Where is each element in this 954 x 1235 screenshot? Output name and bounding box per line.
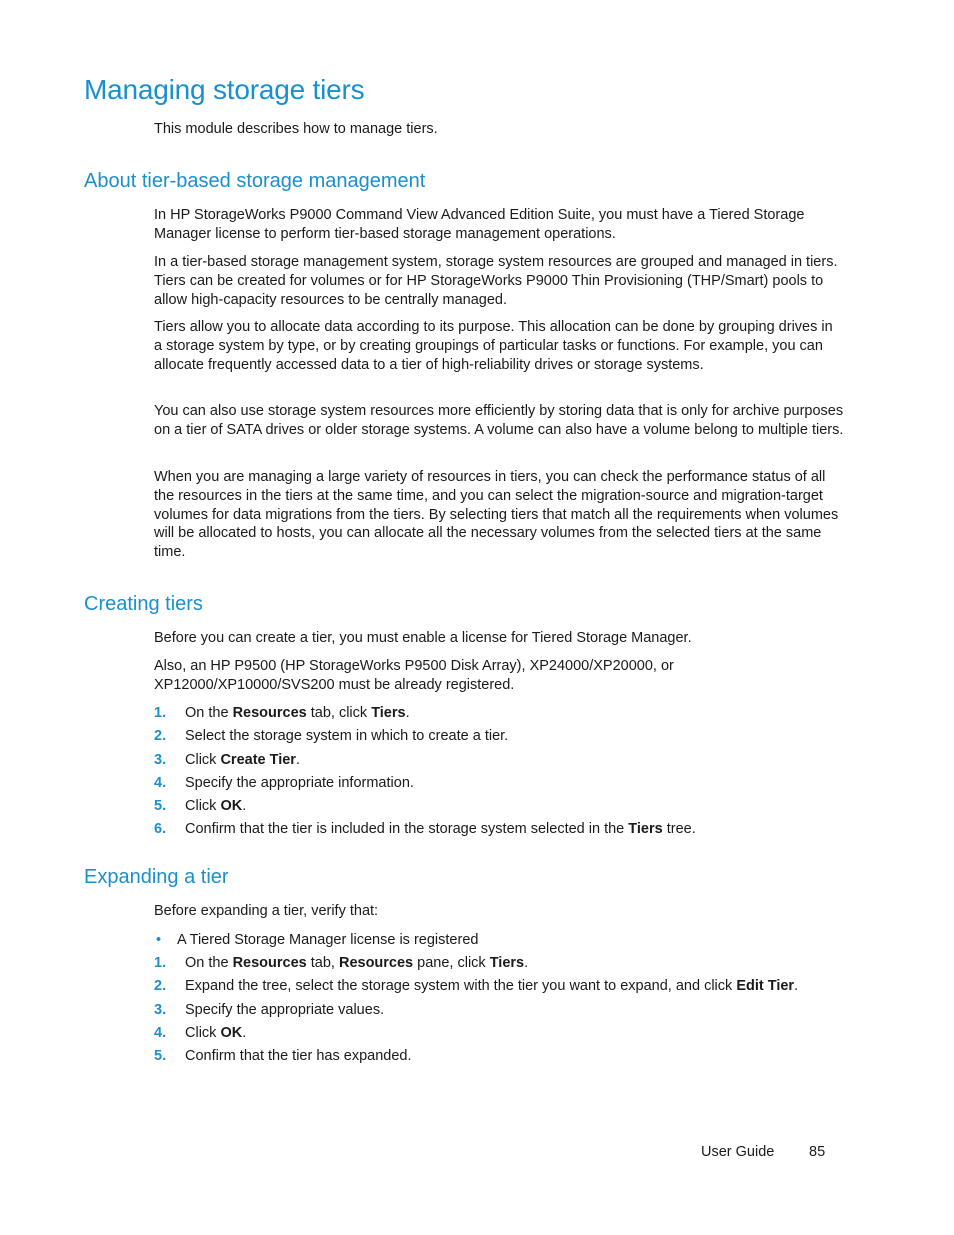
creating-paragraph-2-line-1: Also, an HP P9500 (HP StorageWorks P9500 Disk Array), XP24000/XP20000, or <box>154 658 674 674</box>
about-paragraph-1: In HP StorageWorks P9000 Command View Advanced Edition Suite, you must have a Tiered Storage Manager license to perform tier-based storage management operations. <box>154 207 805 242</box>
step-ui-term: Tiers <box>489 955 525 971</box>
step-text: . <box>524 955 529 971</box>
expanding-paragraph-1: Before expanding a tier, verify that: <box>154 903 379 919</box>
step-text: . <box>242 1024 247 1041</box>
section-heading-about: About tier-based storage management <box>84 170 426 192</box>
creating-paragraph-2 <box>154 657 844 695</box>
about-paragraph-2: In a tier-based storage management system, storage system resources are grouped and managed in tiers. Tiers can be created for volumes or for HP StorageWorks P9000 Thin Provisioning (THP/Smart) pools to allow high-capacity resources to be centrally managed. <box>154 254 838 308</box>
step-ui-term: Resources <box>338 955 414 971</box>
step-text: pane, click <box>413 955 490 971</box>
about-paragraph-3: Tiers allow you to allocate data according to its purpose. This allocation can be done by grouping drives in a storage system by type, or by creating groupings of particular tasks or functions. For example, you can allocate frequently accessed data to a tier of high-reliability drives or storage systems. <box>154 319 833 373</box>
list-item <box>154 797 696 820</box>
list-item <box>154 820 696 843</box>
list-item <box>154 1024 798 1047</box>
step-text: Specify the appropriate values. <box>185 1001 385 1018</box>
footer-guide-label: User Guide <box>701 1144 775 1160</box>
creating-steps-list <box>154 704 696 844</box>
footer-page-number: 85 <box>809 1144 826 1160</box>
step-ui-term: OK <box>220 1024 243 1041</box>
step-text: tab, click <box>306 705 372 721</box>
step-text: Click <box>185 751 221 768</box>
step-number: 3. <box>154 751 167 768</box>
expanding-steps-list <box>154 954 798 1070</box>
step-text: . <box>405 705 410 721</box>
section-heading-creating: Creating tiers <box>84 593 203 615</box>
step-number: 4. <box>154 774 167 791</box>
step-text: Expand the tree, select the storage system with the tier you want to expand, and click <box>185 978 737 995</box>
step-ui-term: OK <box>220 798 243 815</box>
step-number: 5. <box>154 1048 167 1065</box>
step-number: 2. <box>154 978 167 995</box>
step-number: 6. <box>154 821 167 838</box>
list-item <box>154 774 696 797</box>
step-ui-term: Resources <box>232 705 307 721</box>
list-item <box>154 931 478 954</box>
creating-paragraph-2-line-2: XP12000/XP10000/SVS200 must be already registered. <box>154 676 515 693</box>
step-text: Click <box>185 1024 221 1041</box>
step-text: . <box>295 751 300 768</box>
bullet-icon: • <box>156 932 162 948</box>
bullet-text: A Tiered Storage Manager license is registered <box>177 932 479 948</box>
intro-text: This module describes how to manage tiers. <box>154 121 438 137</box>
list-item <box>154 727 696 750</box>
step-ui-term: Edit Tier <box>736 978 795 995</box>
list-item <box>154 954 798 977</box>
step-text: . <box>794 978 799 995</box>
about-paragraph-4: You can also use storage system resources more efficiently by storing data that is only for archive purposes on a tier of SATA drives or older storage systems. A volume can also have a volume belong to multiple tiers. <box>154 403 844 438</box>
step-text: On the <box>185 955 233 971</box>
step-text: Click <box>185 798 221 815</box>
step-text: . <box>242 798 247 815</box>
step-text: On the <box>185 705 233 721</box>
list-item <box>154 1047 798 1070</box>
about-paragraph-5: When you are managing a large variety of resources in tiers, you can check the performance status of all the resources in the tiers at the same time, and you can select the migration-source and migration-target volumes for data migrations from the tiers. By selecting tiers that match all the requirements when volumes will be allocated to hosts, you can allocate all the necessary volumes from the selected tiers at the same time. <box>154 469 839 561</box>
step-number: 5. <box>154 798 167 815</box>
step-text: Select the storage system in which to create a tier. <box>185 728 509 745</box>
step-ui-term: Create Tier <box>220 751 296 768</box>
step-text: tab, <box>306 955 339 971</box>
list-item <box>154 1001 798 1024</box>
step-ui-term: Resources <box>232 955 307 971</box>
step-text: Confirm that the tier has expanded. <box>185 1048 412 1065</box>
step-text: Confirm that the tier is included in the storage system selected in the <box>185 821 629 838</box>
step-number: 2. <box>154 728 167 745</box>
section-heading-expanding: Expanding a tier <box>84 866 229 888</box>
page-title: Managing storage tiers <box>84 74 365 105</box>
step-number: 1. <box>154 705 167 721</box>
step-ui-term: Tiers <box>371 705 406 721</box>
list-item <box>154 704 696 727</box>
list-item <box>154 977 798 1000</box>
step-number: 1. <box>154 955 167 971</box>
expanding-prerequisites-list <box>154 931 478 954</box>
step-number: 4. <box>154 1024 167 1041</box>
step-text: Specify the appropriate information. <box>185 774 414 791</box>
list-item <box>154 751 696 774</box>
step-text: tree. <box>662 821 696 838</box>
step-ui-term: Tiers <box>628 821 663 838</box>
creating-paragraph-1: Before you can create a tier, you must enable a license for Tiered Storage Manager. <box>154 630 692 646</box>
step-number: 3. <box>154 1001 167 1018</box>
